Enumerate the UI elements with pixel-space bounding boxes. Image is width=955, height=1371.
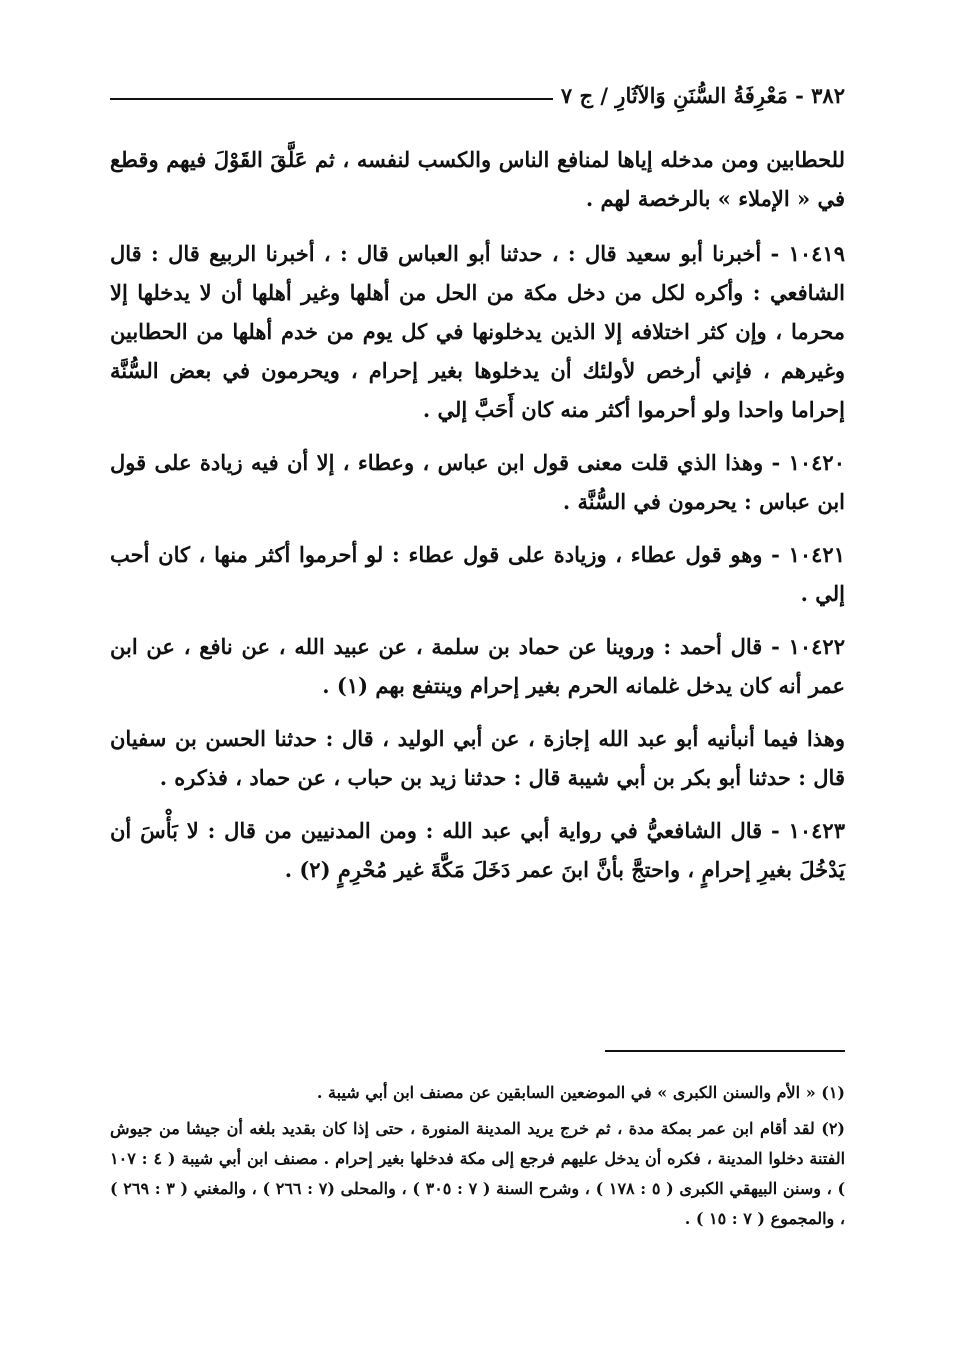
running-header-title: ٣٨٢ - مَعْرِفَةُ السُّنَنِ وَالآثَارِ / ج ٧ [560, 83, 845, 108]
paragraph-10421: ١٠٤٢١ - وهو قول عطاء ، وزيادة على قول عطاء : لو أحرموا أكثر منها ، كان أحب إلي . [110, 542, 845, 606]
paragraph-10422: ١٠٤٢٢ - قال أحمد : وروينا عن حماد بن سلمة ، عن عبيد الله ، عن نافع ، عن ابن عمر أنه كان يدخل غلمانه الحرم بغير إحرام وينتفع بهم (١) . [110, 634, 845, 698]
header-rule [110, 98, 553, 100]
paragraph-isnad: وهذا فيما أنبأنيه أبو عبد الله إجازة ، عن أبي الوليد ، قال : حدثنا الحسن بن سفيان قال : حدثنا أبو بكر بن أبي شيبة قال : حدثنا زيد بن حباب ، عن حماد ، فذكره . [110, 726, 845, 790]
footnote-1: (١) « الأم والسنن الكبرى » في الموضعين السابقين عن مصنف ابن أبي شيبة . [316, 1083, 845, 1102]
paragraph-10420: ١٠٤٢٠ - وهذا الذي قلت معنى قول ابن عباس ، وعطاء ، إلا أن فيه زيادة على قول ابن عباس : يحرمون في السُّنَّة . [110, 450, 845, 514]
paragraph-10419: ١٠٤١٩ - أخبرنا أبو سعيد قال : ، حدثنا أبو العباس قال : ، أخبرنا الربيع قال : قال الشافعي : وأكره لكل من دخل مكة من الحل من أهلها وغير أهلها أن لا يدخلها إلا محرما ، وإن كثر اختلافه إلا الذين يدخلونها في كل يوم من خدم أهلها من الحطابين وغيرهم ، فإني أرخص لأولئك أن يدخلوها بغير إحرام ، ويحرمون في بعض السُّنَّة إحراما واحدا ولو أحرموا أكثر منه كان أَحَبَّ إلي . [110, 241, 845, 422]
footnote-2: (٢) لقد أقام ابن عمر بمكة مدة ، ثم خرج يريد المدينة المنورة ، حتى إذا كان بقديد بلغه أن جيشا من جيوش الفتنة دخلوا المدينة ، فكره أن يدخل عليهم فرجع إلى مكة فدخلها بغير إحرام . مصنف ابن أبي شيبة ( ٤ : ١٠٧ ) ، وسنن البيهقي الكبرى ( ٥ : ١٧٨ ) ، وشرح السنة ( ٧ : ٣٠٥ ) ، والمحلى (٧ : ٢٦٦ ) ، والمغني ( ٣ : ٢٦٩ ) ، والمجموع ( ٧ : ١٥ ) . [110, 1119, 846, 1228]
paragraph-continuation: للحطابين ومن مدخله إياها لمنافع الناس والكسب لنفسه ، ثم عَلَّقَ القَوْلَ فيهم وقطع في « الإملاء » بالرخصة لهم . [110, 147, 845, 211]
main-text [110, 140, 845, 903]
paragraph-10423: ١٠٤٢٣ - قال الشافعيُّ في رواية أبي عبد الله : ومن المدنيين من قال : لا بَأْسَ أن يَدْخُلَ بغيرِ إحرامٍ ، واحتجَّ بأنَّ ابنَ عمر دَخَلَ مَكَّةَ غير مُحْرِمٍ (٢) . [110, 818, 845, 882]
footnotes [110, 1078, 845, 1240]
footnote-separator [605, 1050, 845, 1052]
running-header [110, 78, 845, 108]
